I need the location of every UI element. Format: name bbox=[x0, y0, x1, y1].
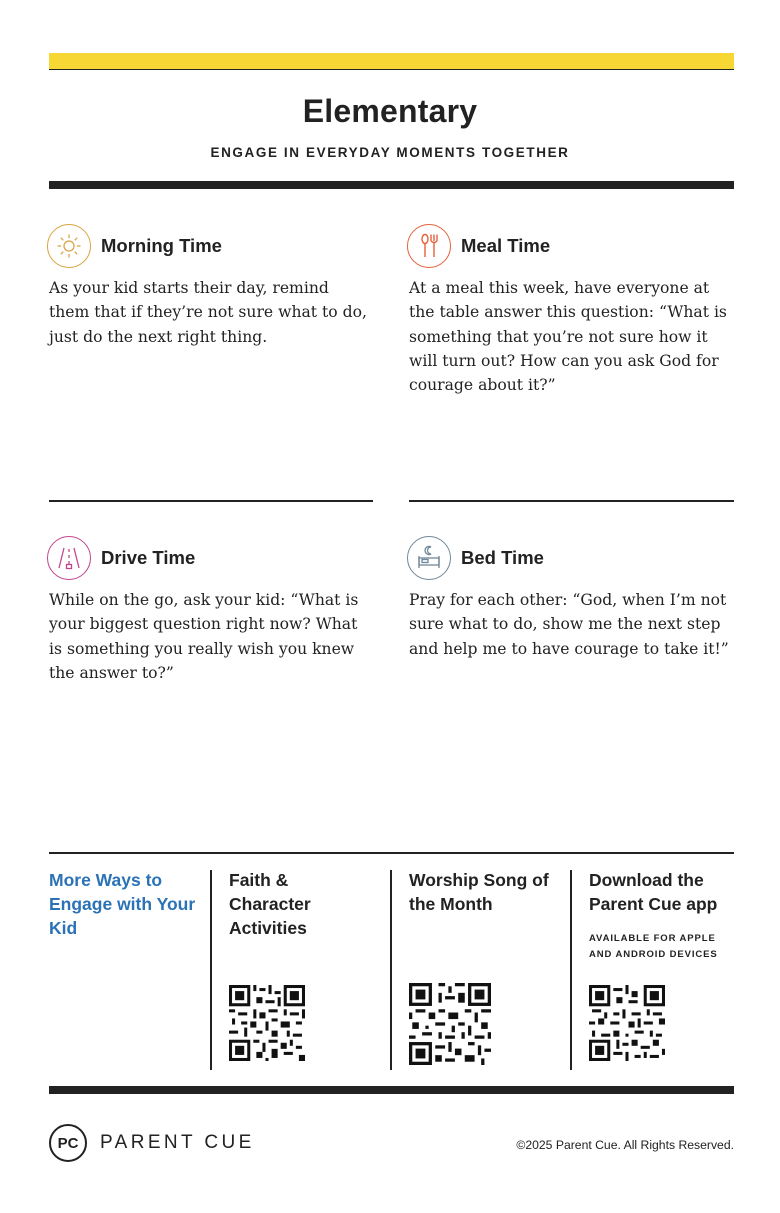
parent-cue-logo[interactable] bbox=[49, 1124, 255, 1162]
page-title: Elementary bbox=[302, 93, 478, 129]
download-app-heading: Download the Parent Cue app bbox=[589, 870, 718, 914]
card-title: Meal Time bbox=[461, 235, 551, 256]
card-morning-time bbox=[47, 224, 222, 268]
card-meal-time bbox=[407, 224, 550, 268]
worship-song-heading: Worship Song of the Month bbox=[409, 870, 549, 914]
bed-moon-icon bbox=[407, 536, 451, 580]
card-drive-time bbox=[47, 536, 195, 580]
card-body: At a meal this week, have everyone at the table answer this question: “What is something that you’re not sure how it will turn out? How can you ask God for courage about it?” bbox=[409, 279, 727, 395]
page-subtitle: ENGAGE IN EVERYDAY MOMENTS TOGETHER bbox=[210, 145, 570, 160]
faith-character-heading: Faith & Character Activities bbox=[229, 870, 311, 938]
road-icon bbox=[47, 536, 91, 580]
card-body: While on the go, ask your kid: “What is your biggest question right now? What is something you really wish you knew the answer to?” bbox=[49, 591, 359, 682]
parent-cue-app-qr-code[interactable] bbox=[589, 985, 665, 1061]
card-bed-time bbox=[407, 536, 544, 580]
footer-top-divider bbox=[49, 852, 734, 854]
card-title: Morning Time bbox=[101, 235, 222, 256]
top-accent-bar bbox=[49, 53, 734, 70]
sun-icon bbox=[47, 224, 91, 268]
card-body: Pray for each other: “God, when I’m not sure what to do, show me the next step and help me to have courage to take it!” bbox=[409, 591, 729, 658]
column-divider bbox=[210, 870, 212, 1070]
column-divider bbox=[390, 870, 392, 1070]
section-divider bbox=[409, 500, 734, 502]
card-title: Drive Time bbox=[101, 547, 196, 568]
copyright-text: ©2025 Parent Cue. All Rights Reserved. bbox=[516, 1138, 734, 1152]
parent-cue-logo-mark: PC bbox=[49, 1124, 87, 1162]
column-divider bbox=[570, 870, 572, 1070]
brand-name: PARENT CUE bbox=[100, 1132, 255, 1153]
header-divider bbox=[49, 181, 734, 189]
fork-spoon-icon bbox=[407, 224, 451, 268]
more-ways-heading: More Ways to Engage with Your Kid bbox=[49, 870, 196, 938]
worship-song-qr-code[interactable] bbox=[409, 983, 491, 1065]
app-availability-note: AVAILABLE FOR APPLE AND ANDROID DEVICES bbox=[589, 933, 718, 960]
section-divider bbox=[49, 500, 373, 502]
faith-activities-qr-code[interactable] bbox=[229, 985, 305, 1061]
card-body: As your kid starts their day, remind them that if they’re not sure what to do, just do the next right thing. bbox=[49, 279, 367, 346]
card-title: Bed Time bbox=[461, 547, 544, 568]
footer-bottom-divider bbox=[49, 1086, 734, 1094]
